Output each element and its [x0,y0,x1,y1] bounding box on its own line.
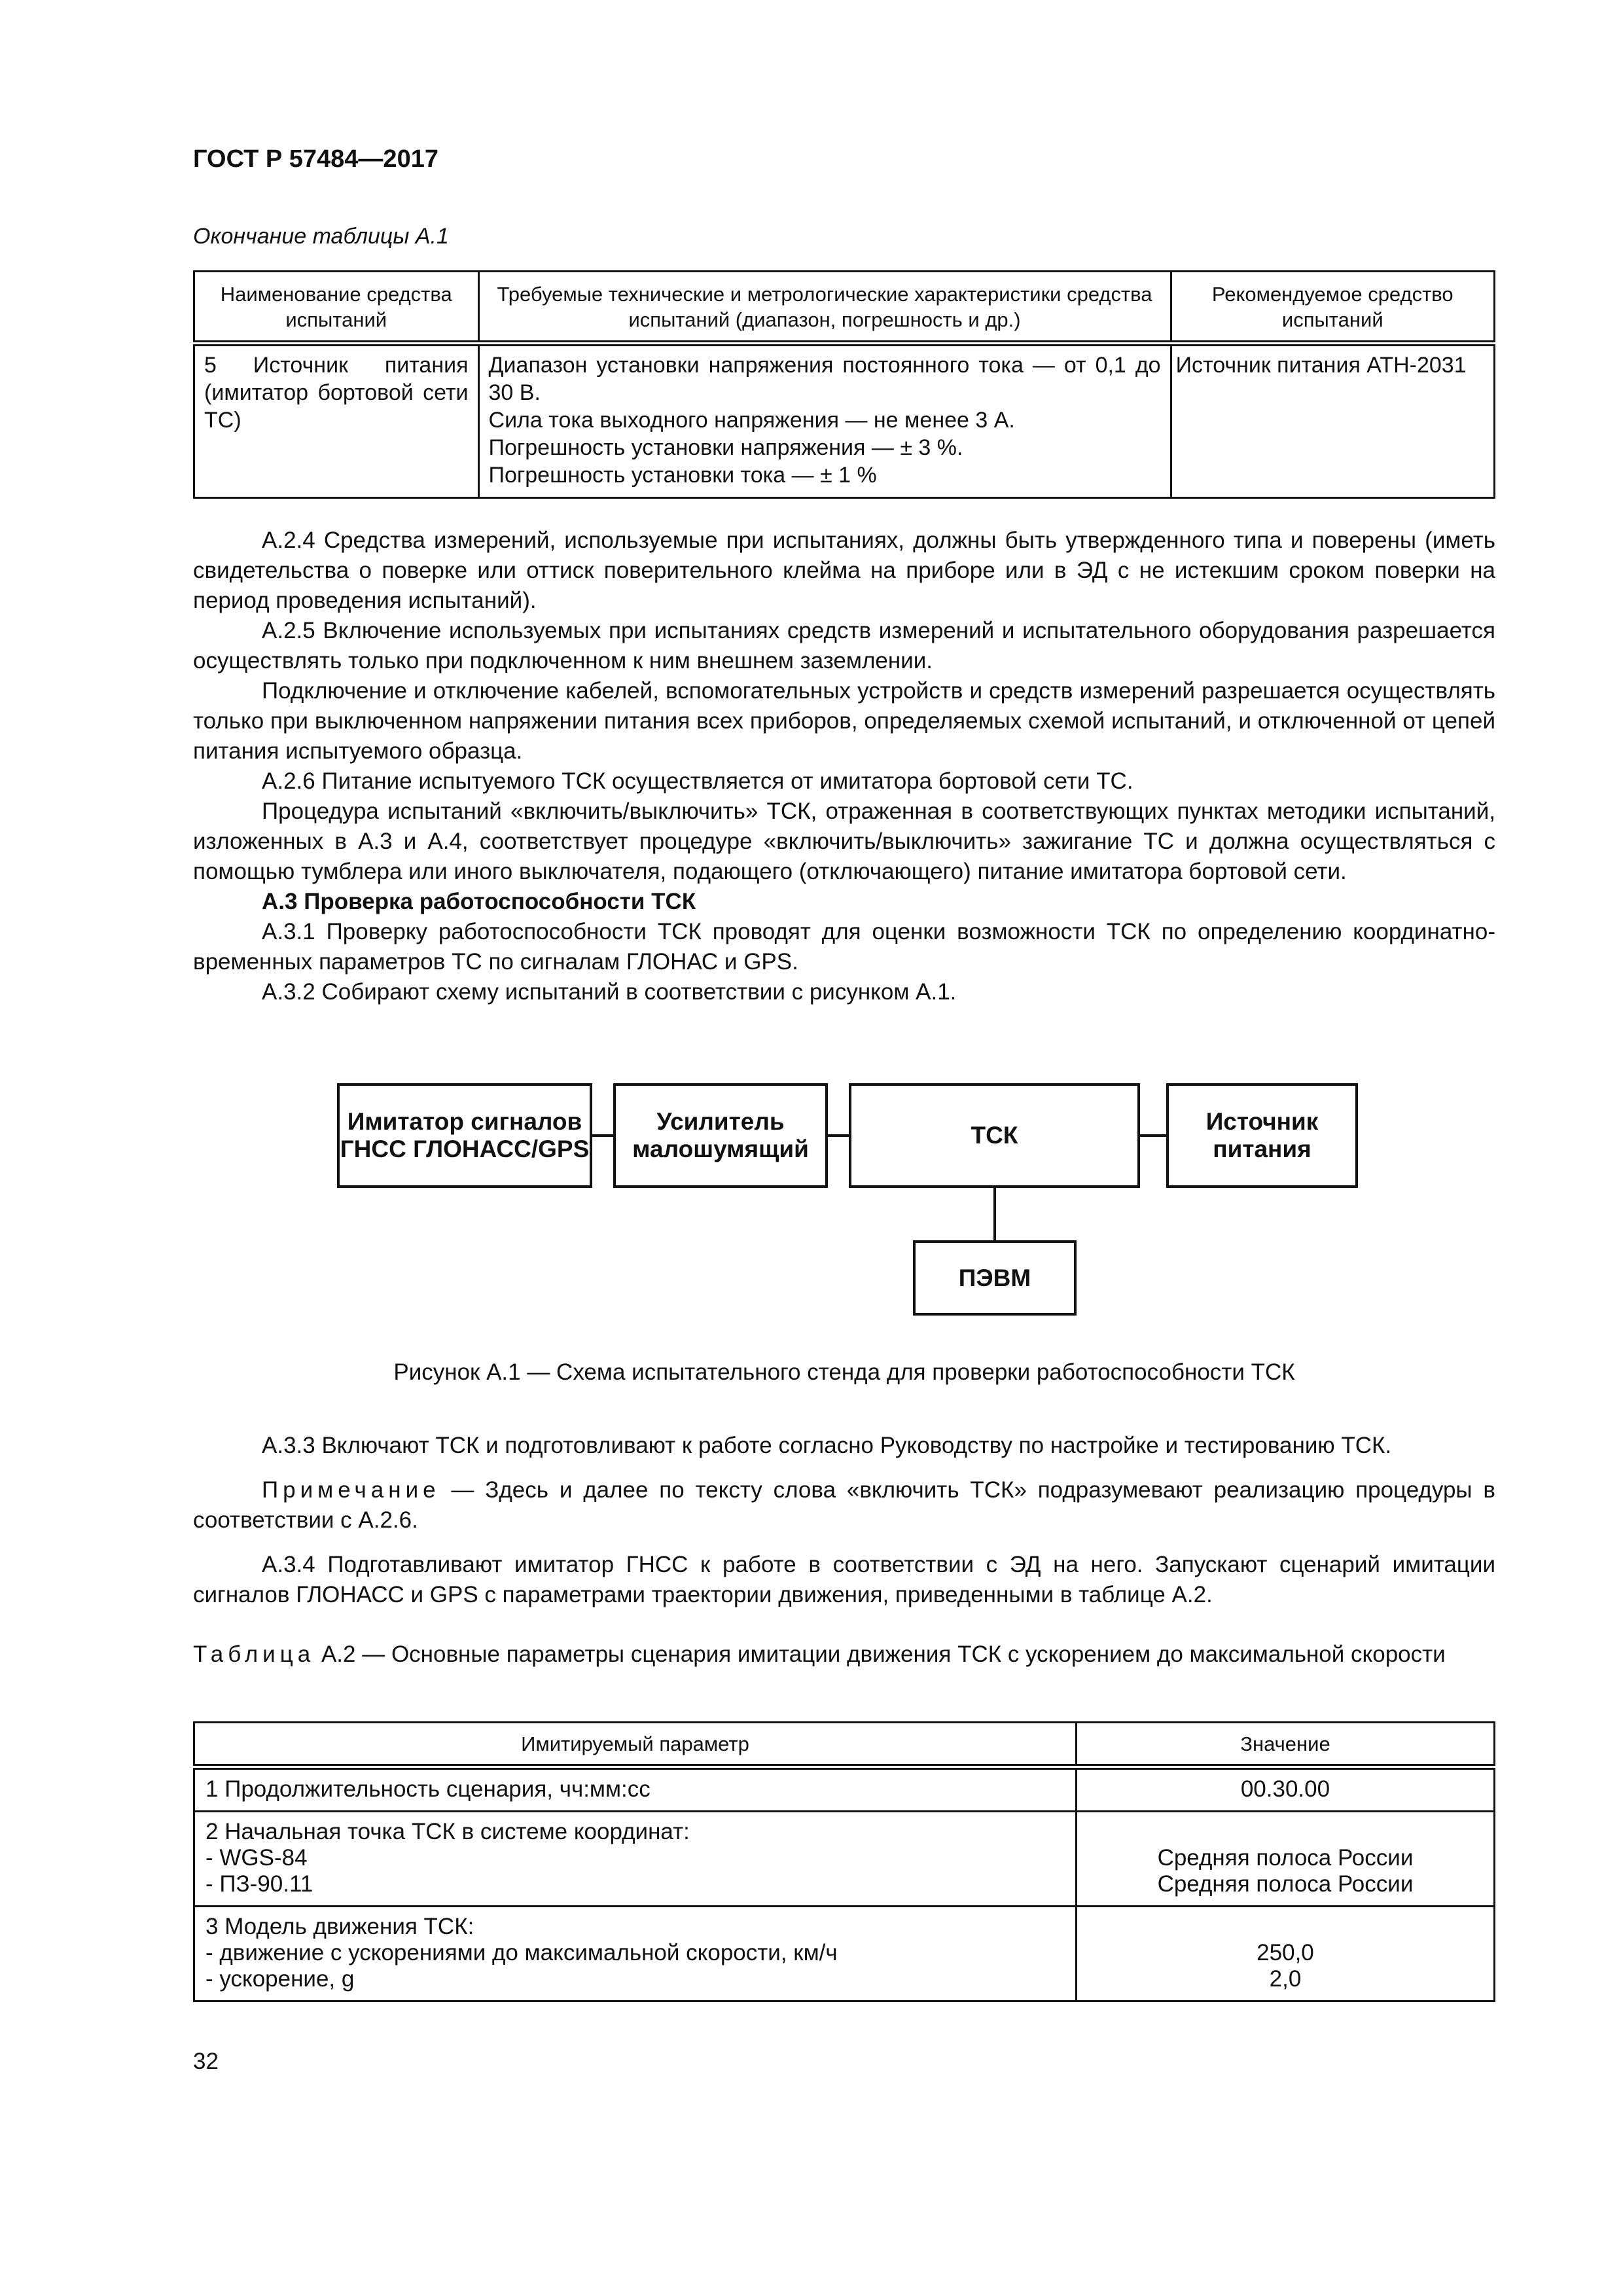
box-power-source: Источник питания [1166,1083,1358,1188]
paragraph-a34: А.3.4 Подготавливают имитатор ГНСС к работе в соответствии с ЭД на него. Запускают сценарий имитации сигналов ГЛОНАСС и GPS с параметрами траектории движения, приведенными в таблице А.2. [193,1552,1495,1607]
characteristic-line: Погрешность установки тока — ± 1 % [488,463,877,488]
value-line: Средняя полоса России [1157,1871,1414,1897]
value-line: 2,0 [1269,1966,1302,1992]
section-heading-a3: А.3 Проверка работоспособности ТСК [262,889,696,914]
paragraph-a24: А.2.4 Средства измерений, используемые при испытаниях, должны быть утвержденного типа и поверены (иметь свидетельства о поверке или оттиск поверительного клейма на приборе или в ЭД с не истекшим сроком поверки на период проведения испытаний). [193,528,1495,613]
figure-caption: Рисунок А.1 — Схема испытательного стенда для проверки работоспособности ТСК [393,1359,1295,1385]
paragraph-a33: А.3.3 Включают ТСК и подготовливают к работе согласно Руководству по настройке и тестированию ТСК. [262,1433,1392,1458]
value-cell [1076,1767,1494,1812]
param-line: 3 Модель движения ТСК: [205,1914,474,1939]
param-line: - ПЗ-90.11 [205,1871,313,1897]
param-cell [194,1812,1077,1907]
table-continuation-label: Окончание таблицы А.1 [193,224,449,249]
table-a2-title: А.2 — Основные параметры сценария имитации движения ТСК с ускорением до максимальной скорости [315,1641,1446,1667]
table-a2-header-value: Значение [1076,1723,1494,1767]
param-line: - ускорение, g [205,1966,355,1992]
param-line: 1 Продолжительность сценария, чч:мм:сс [205,1776,651,1802]
spacer [193,1535,1495,1550]
box-tsk: ТСК [849,1083,1140,1188]
note-text: — Здесь и далее по тексту слова «включить ТСК» подразумевают реализацию процедуры в соответствии с А.2.6. [193,1477,1495,1533]
table-a2-caption [193,1640,1495,1670]
characteristic-line: Сила тока выходного напряжения — не менее 3 А. [488,408,1015,433]
table-a1-header-characteristics: Требуемые технические и метрологические характеристики средства испытаний (диапазон, погрешность и др.) [478,272,1171,344]
paragraph-a32: А.3.2 Собирают схему испытаний в соответствии с рисунком А.1. [262,979,957,1005]
table-a1-cell-characteristics [478,344,1171,498]
box-gnss-simulator: Имитатор сигналов ГНСС ГЛОНАСС/GPS [337,1083,592,1188]
paragraph-a25: А.2.5 Включение используемых при испытаниях средств измерений и испытательного оборудования разрешается осуществлять только при подключенном к ним внешнем заземлении. [193,618,1495,673]
table-row [194,1767,1495,1812]
table-a1 [193,270,1495,499]
table-row [194,1812,1495,1907]
table-a1-cell-recommended: Источник питания АТН-2031 [1171,344,1494,498]
table-a2 [193,1721,1495,2002]
value-cell [1076,1907,1494,2001]
table-a2-header-param: Имитируемый параметр [194,1723,1077,1767]
test-bench-diagram [337,1083,1358,1345]
text-block-a3 [193,1431,1495,1610]
paragraph-procedure: Процедура испытаний «включить/выключить» ТСК, отраженная в соответствующих пунктах методики испытаний, изложенных в А.3 и А.4, соответствует процедуре «включить/выключить» зажигание ТС и должна осуществляться с помощью тумблера или иного выключателя, подающего (отключающего) питание имитатора бортовой сети. [193,798,1495,884]
table-a1-header-name: Наименование средства испытаний [194,272,479,344]
param-line: 2 Начальная точка ТСК в системе координат: [205,1819,690,1844]
paragraph-a26: А.2.6 Питание испытуемого ТСК осуществляется от имитатора бортовой сети ТС. [262,768,1133,794]
spacer [193,1461,1495,1475]
param-line: - WGS-84 [205,1845,308,1871]
paragraph-connection: Подключение и отключение кабелей, вспомогательных устройств и средств измерений разрешается осуществлять только при выключенном напряжении питания всех приборов, определяемых схемой испытаний, и отключенной от цепей питания испытуемого образца. [193,678,1495,764]
document-header: ГОСТ Р 57484—2017 [193,145,438,173]
param-line: - движение с ускорениями до максимальной скорости, км/ч [205,1940,838,1965]
connector-line [592,1134,613,1137]
table-a1-header-recommended: Рекомендуемое средство испытаний [1171,272,1494,344]
table-a2-label: Таблица [193,1641,315,1667]
note-label: Примечание [262,1477,440,1503]
value-line: 250,0 [1257,1940,1314,1965]
page-number: 32 [193,2049,219,2074]
box-pc: ПЭВМ [913,1240,1077,1316]
characteristic-line: Погрешность установки напряжения — ± 3 %. [488,435,963,460]
param-cell [194,1767,1077,1812]
param-cell [194,1907,1077,2001]
table-a1-cell-name: 5 Источник питания (имитатор бортовой сети ТС) [194,344,479,498]
characteristic-line: Диапазон установки напряжения постоянного тока — от 0,1 до 30 В. [488,353,1161,405]
value-line: 00.30.00 [1240,1776,1330,1802]
table-row [194,1907,1495,2001]
note [193,1475,1495,1535]
connector-line [1140,1134,1166,1137]
text-block-a2 [193,526,1495,1007]
connector-line [993,1188,996,1240]
box-lna: Усилитель малошумящий [613,1083,828,1188]
connector-line [828,1134,849,1137]
value-cell [1076,1812,1494,1907]
paragraph-a31: А.3.1 Проверку работоспособности ТСК проводят для оценки возможности ТСК по определению координатно-временных параметров ТС по сигналам ГЛОНАС и GPS. [193,919,1495,975]
value-line: Средняя полоса России [1157,1845,1414,1871]
